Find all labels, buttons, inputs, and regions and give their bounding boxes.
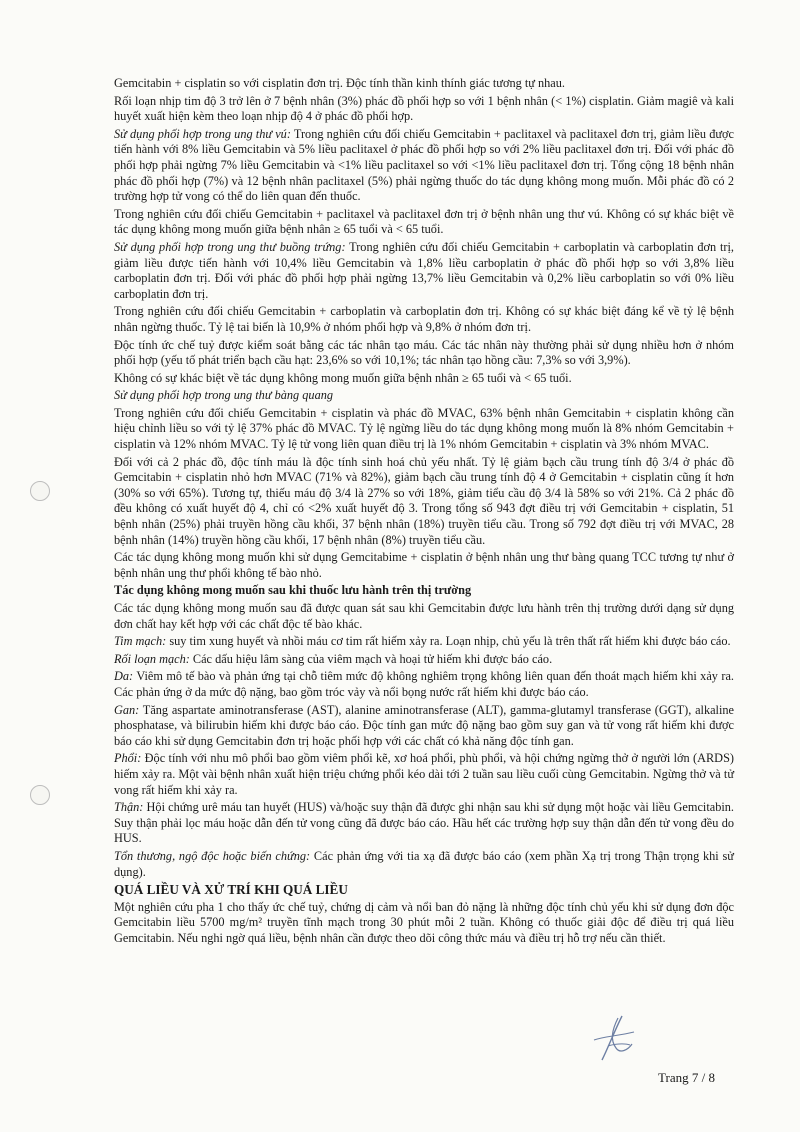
paragraph: Rối loạn nhịp tim độ 3 trở lên ở 7 bệnh nhân (3%) phác đồ phối hợp so với 1 bệnh nhân (< 1%) cisplatin. Giảm magiê và kali huyết xuất hiện kèm theo loạn nhịp độ 4 ở phác đồ phối hợp. xyxy=(114,93,734,124)
document-body xyxy=(114,76,734,948)
paragraph xyxy=(114,800,734,847)
paragraph-lead: Thận: xyxy=(114,800,144,815)
paragraph: Không có sự khác biệt về tác dụng không mong muốn giữa bệnh nhân ≥ 65 tuổi và < 65 tuổi. xyxy=(114,370,572,385)
paragraph xyxy=(114,240,734,302)
major-heading: QUÁ LIỀU VÀ XỬ TRÍ KHI QUÁ LIỀU xyxy=(114,882,348,898)
paragraph-lead: Sử dụng phối hợp trong ung thư bàng quang xyxy=(114,388,334,403)
paragraph-text: Hội chứng urê máu tan huyết (HUS) và/hoặc suy thận đã được ghi nhận sau khi sử dụng một hoặc vài liều Gemcitabin. Suy thận phải lọc máu hoặc dẫn đến tử vong cũng đã được báo cáo. Hầu hết các trường hợp suy thận dẫn đến tử vong đều do HUS. xyxy=(114,800,734,846)
signature-mark xyxy=(588,1010,638,1064)
paragraph-text: Các phản ứng với tia xạ đã được báo cáo (xem phần Xạ trị trong Thận trọng khi sử dụng). xyxy=(114,848,734,879)
paragraph: Các tác dụng không mong muốn sau đã được quan sát sau khi Gemcitabin được lưu hành trên thị trường dưới dạng sử dụng đơn chất hay kết hợp với các chất độc tế bào khác. xyxy=(114,601,734,631)
paragraph xyxy=(114,388,734,404)
paragraph xyxy=(114,703,734,750)
paragraph-text: Các dấu hiệu lâm sàng của viêm mạch và hoại tử hiếm khi được báo cáo. xyxy=(189,651,553,666)
paragraph-lead: Sử dụng phối hợp trong ung thư buồng trứng: xyxy=(114,239,346,254)
paragraph xyxy=(114,127,734,205)
paragraph-text: Tăng aspartate aminotransferase (AST), alanine aminotransferase (ALT), gamma-glutamyl transferase (GGT), alkaline phosphatase, và bilirubin hiếm khi được báo cáo. Độc tính gan mức độ nặng bao gồm suy gan và tử vong rất hiếm khi được báo cáo khi sử dụng Gemcitabin đơn trị hoặc phối hợp với các chất có khả năng độc tính gan. xyxy=(114,702,734,748)
paragraph: Độc tính ức chế tuỷ được kiểm soát bằng các tác nhân tạo máu. Các tác nhân này thường phải sử dụng nhiều hơn ở nhóm phối hợp (yếu tố phát triển bạch cầu hạt: 23,6% so với 10,1%; tác nhân tạo hồng cầu: 7,3% so với 3,9%). xyxy=(114,337,734,368)
paragraph-text: Độc tính với nhu mô phổi bao gồm viêm phổi kẽ, xơ hoá phổi, phù phổi, và hội chứng ngừng thở ở người lớn (ARDS) hiếm xảy ra. Một vài bệnh nhân xuất hiện triệu chứng phổi kéo dài tới 2 tuần sau liều cuối cùng Gemcitabin. Ngừng thở và tử vong rất hiếm khi xảy ra. xyxy=(114,751,734,797)
paragraph-lead: Sử dụng phối hợp trong ung thư vú: xyxy=(114,126,291,141)
paragraph: Các tác dụng không mong muốn khi sử dụng Gemcitabime + cisplatin ở bệnh nhân ung thư bàng quang TCC tương tự như ở bệnh nhân ung thư phổi không tế bào nhỏ. xyxy=(114,550,734,580)
paragraph: Đối với cả 2 phác đồ, độc tính máu là độc tính sinh hoá chủ yếu nhất. Tỷ lệ giảm bạch cầu trung tính độ 3/4 ở phác đồ Gemcitabin + cisplatin nhỏ hơn MVAC (71% và 82%), giảm bạch cầu trung tính độ 4 ở Gemcitabin + cisplatin cũng ít hơn (30% so với 65%). Tương tự, thiếu máu độ 3/4 là 27% so với 18%, giảm tiểu cầu độ 3/4 là 58% so với 21%. Cả 2 phác đồ đều không có xuất huyết độ 4, chỉ có <2% xuất huyết độ 3. Trong tổng số 943 đợt điều trị với Gemcitabin + cisplatin, 51 bệnh nhân (25%) phải truyền hồng cầu khối, 37 bệnh nhân (18%) truyền tiểu cầu. Trong số 792 đợt điều trị với MVAC, 28 bệnh nhân (14%) truyền hồng cầu khối, 17 bệnh nhân (8%) truyền tiểu cầu. xyxy=(114,454,734,547)
paragraph xyxy=(114,669,734,700)
paragraph xyxy=(114,652,734,668)
section-heading: Tác dụng không mong muốn sau khi thuốc lưu hành trên thị trường xyxy=(114,583,472,598)
paragraph xyxy=(114,634,734,650)
paragraph: Gemcitabin + cisplatin so với cisplatin đơn trị. Độc tính thần kinh thính giác tương tự nhau. xyxy=(114,76,565,90)
paragraph xyxy=(114,849,734,880)
paragraph-lead: Rối loạn mạch: xyxy=(114,651,190,666)
page-number: Trang 7 / 8 xyxy=(658,1070,715,1085)
paragraph: Trong nghiên cứu đối chiếu Gemcitabin + paclitaxel và paclitaxel đơn trị ở bệnh nhân ung thư vú. Không có sự khác biệt về tác dụng không mong muốn giữa bệnh nhân ≥ 65 tuổi và < 65 tuổi. xyxy=(114,206,734,237)
paragraph-text: suy tim xung huyết và nhồi máu cơ tim rất hiếm xảy ra. Loạn nhịp, chủ yếu là trên thất rất hiếm khi được báo cáo. xyxy=(166,634,731,649)
paragraph-text: Viêm mô tế bào và phản ứng tại chỗ tiêm mức độ không nghiêm trọng không liên quan đến thoát mạch hiếm khi xảy ra. Các phản ứng ở da mức độ nặng, bao gồm tróc vảy và nổi bọng nước rất hiếm khi được báo cáo. xyxy=(114,669,734,699)
binder-hole-top xyxy=(30,481,50,501)
paragraph xyxy=(114,751,734,798)
paragraph-lead: Tổn thương, ngộ độc hoặc biến chứng: xyxy=(114,848,311,863)
paragraph: Trong nghiên cứu đối chiếu Gemcitabin + carboplatin và carboplatin đơn trị. Không có sự khác biệt đáng kể về tỷ lệ bệnh nhân ngừng thuốc. Tỷ lệ tai biến là 10,9% ở nhóm phối hợp và 9,8% ở nhóm đơn trị. xyxy=(114,304,734,334)
paragraph-text: Trong nghiên cứu đối chiếu Gemcitabin + paclitaxel và paclitaxel đơn trị, giảm liều được tiến hành với 8% liều Gemcitabin và 5% liều paclitaxel ở phác đồ phối hợp so với 2% liều paclitaxel đơn trị. Đối với phác đồ phối hợp phải ngừng 7% liều Gemcitabin và <1% liều paclitaxel so với <1% liều paclitaxel đơn trị. Tổng cộng 18 bệnh nhân phác đồ phối hợp (7%) và 12 bệnh nhân paclitaxel (5%) phải ngừng thuốc do tác dụng không mong muốn. Mỗi phác đồ có 2 trường hợp tử vong có thể do liên quan đến thuốc. xyxy=(114,126,734,204)
paragraph: Một nghiên cứu pha 1 cho thấy ức chế tuỷ, chứng dị cảm và nổi ban đỏ nặng là những độc tính chủ yếu khi sử dụng đơn độc Gemcitabin liều 5700 mg/m² truyền tĩnh mạch trong 30 phút mỗi 2 tuần. Không có thuốc giải độc để điều trị quá liều Gemcitabin. Nếu nghi ngờ quá liều, bệnh nhân cần được theo dõi công thức máu và điều trị hỗ trợ nếu cần thiết. xyxy=(114,899,734,945)
paragraph-lead: Tim mạch: xyxy=(114,634,167,649)
paragraph-text: Trong nghiên cứu đối chiếu Gemcitabin + carboplatin và carboplatin đơn trị, giảm liều được tiến hành với 10,4% liều Gemcitabin và 1,8% liều carboplatin ở phác đồ phối hợp so với 3,8% liều carboplatin đơn trị. Đối với phác đồ phối hợp phải ngừng 13,7% liều Gemcitabin và 0,2% liều carboplatin so với 0% liều carboplatin đơn trị. xyxy=(114,239,734,301)
paragraph: Trong nghiên cứu đối chiếu Gemcitabin + cisplatin và phác đồ MVAC, 63% bệnh nhân Gemcitabin + cisplatin không cần hiệu chỉnh liều so với tỷ lệ 37% phác đồ MVAC. Tỷ lệ ngừng liều do tác dụng không mong muốn là 8% nhóm Gemcitabin + cisplatin và 12% nhóm MVAC. Tỷ lệ tử vong liên quan điều trị là 1% nhóm Gemcitabin + cisplatin và 3% nhóm MVAC. xyxy=(114,405,734,452)
paragraph-lead: Gan: xyxy=(114,702,140,717)
paragraph-lead: Da: xyxy=(114,669,134,684)
binder-hole-bottom xyxy=(30,785,50,805)
paragraph-lead: Phổi: xyxy=(114,751,142,766)
